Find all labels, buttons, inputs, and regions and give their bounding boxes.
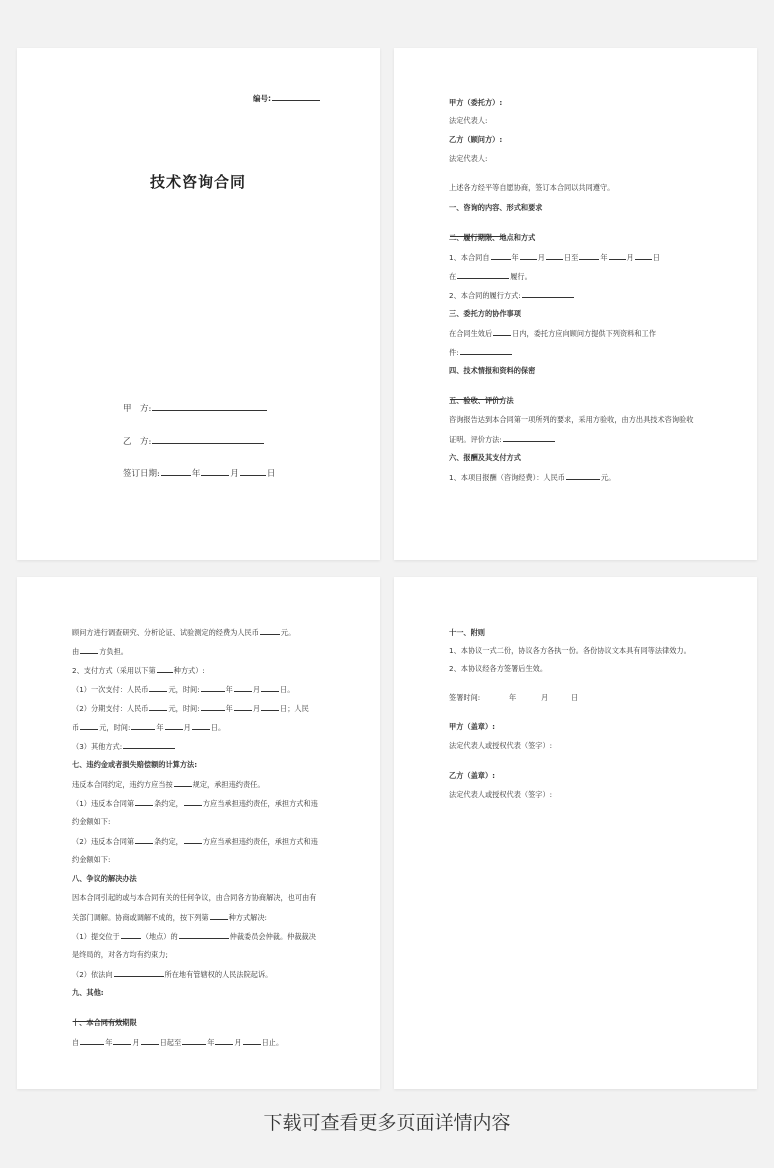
other-method-label: （3）其他方式: (72, 742, 123, 751)
dispute-line-1: 因本合同引起的或与本合同有关的任何争议，由合同各方协商解决，也可由有 (72, 893, 317, 902)
number-label: 编号: (253, 94, 271, 103)
dispute-2-prefix: 关部门调解。协商或调解不成的，按下列第 (72, 913, 209, 922)
section-7-heading: 七、违约金或者损失赔偿额的计算方法: (72, 760, 198, 769)
lump-sum-line (72, 684, 294, 694)
lump-sum-day: 日。 (280, 685, 295, 694)
preamble: 上述各方经平等自愿协商，签订本合同以共同遵守。 (449, 183, 615, 192)
breach-1-suffix: 方应当承担违约责任，承担方式和违 (202, 799, 318, 808)
term-month-1: 月 (537, 253, 545, 262)
download-hint: 下载可查看更多页面详情内容 (263, 1112, 511, 1134)
breach-2-prefix: （2）违反本合同第 (72, 837, 135, 846)
installment-2-time: 元，时间: (99, 723, 131, 732)
validity-month-1: 月 (132, 1038, 140, 1047)
validity-month-2: 月 (234, 1038, 242, 1047)
performance-label: 2、本合同的履行方式: (449, 291, 521, 300)
document-page-2 (394, 48, 757, 560)
section-10-heading: 十、本合同有效期限 (72, 1018, 137, 1027)
sign-month: 月 (541, 693, 549, 702)
sign-date-label: 签订日期: (123, 469, 160, 479)
party-a-blank (152, 401, 267, 411)
installment-line-2 (72, 722, 225, 732)
term-day-2: 日 (652, 253, 660, 262)
litigation-suffix: 所在地有管辖权的人民法院起诉。 (164, 970, 273, 979)
section-2-heading: 二、履行期限、地点和方式 (449, 233, 536, 242)
breach-1-mid: 条约定， (154, 799, 183, 808)
other-method-line (72, 741, 176, 751)
party-b-heading: 乙方（顾问方）: (449, 135, 503, 144)
borne-by-line (72, 646, 128, 656)
party-b-rep: 法定代表人或授权代表（签字）: (449, 790, 553, 799)
cooperation-items-label: 件: (449, 348, 459, 357)
installment-2-month: 月 (183, 723, 191, 732)
breach-suffix: 规定，承担违约责任。 (192, 780, 265, 789)
lump-sum-year: 年 (225, 685, 233, 694)
sign-day: 日 (571, 693, 579, 702)
term-to: 日至 (563, 253, 579, 262)
breach-clause-2 (72, 836, 318, 846)
arbitration-suffix: 仲裁委员会仲裁。仲裁裁决 (229, 932, 316, 941)
sign-time-label: 签署时间: (449, 693, 481, 702)
section-1-heading: 一、咨询的内容、形式和要求 (449, 203, 543, 212)
section-6-heading: 六、报酬及其支付方式 (449, 453, 521, 462)
term-year-2: 年 (600, 253, 608, 262)
document-title: 技术咨询合同 (150, 173, 247, 191)
document-page-4 (394, 577, 757, 1089)
performance-method (449, 290, 575, 300)
legal-rep-b: 法定代表人: (449, 154, 488, 163)
party-a-rep: 法定代表人或授权代表（签字）: (449, 741, 553, 750)
month-label: 月 (230, 469, 239, 479)
installment-2-currency: 币 (72, 723, 80, 732)
lump-sum-month: 月 (252, 685, 261, 694)
validity-year-1: 年 (105, 1038, 113, 1047)
cooperation-line-2 (449, 347, 513, 357)
installment-time: 元，时间: (168, 704, 200, 713)
term-month-2: 月 (626, 253, 634, 262)
sign-year: 年 (509, 693, 517, 702)
breach-prefix: 违反本合同约定，违约方应当按 (72, 780, 173, 789)
installment-2-day: 日。 (210, 723, 226, 732)
lump-sum-time: 元，时间: (168, 685, 200, 694)
payment-method-prefix: 2、支付方式（采用以下第 (72, 666, 156, 675)
litigation-prefix: （2）依法向 (72, 970, 113, 979)
validity-line (72, 1037, 283, 1047)
evaluation-line (449, 434, 556, 444)
payment-method-line (72, 665, 205, 675)
fee-line (449, 472, 615, 482)
expense-line (72, 627, 295, 637)
section-9-heading: 九、其他: (72, 988, 104, 997)
installment-month: 月 (252, 704, 261, 713)
party-b-blank (152, 434, 264, 444)
section-8-heading: 八、争议的解决办法 (72, 874, 137, 883)
cooperation-text: 日内，委托方应向顾问方提供下列资料和工作 (512, 329, 656, 338)
sign-date-field (123, 466, 275, 479)
place-prefix: 在 (449, 272, 457, 281)
appendix-line-2: 2、本协议经各方签署后生效。 (449, 664, 548, 673)
arbitration-line (72, 931, 316, 941)
day-label: 日 (266, 469, 276, 479)
breach-1-prefix: （1）违反本合同第 (72, 799, 135, 808)
breach-clause-1 (72, 798, 318, 808)
validity-to: 日起至 (159, 1038, 182, 1047)
section-5-heading: 五、验收、评价方法 (449, 396, 514, 405)
section-4-heading: 四、技术情报和资料的保密 (449, 366, 536, 375)
breach-line (72, 779, 265, 789)
litigation-line (72, 969, 272, 979)
borne-by-suffix: 方负担。 (99, 647, 128, 656)
cooperation-prefix: 在合同生效后 (449, 329, 493, 338)
evaluation-label: 证明。评价方法: (449, 435, 502, 444)
validity-from: 自 (72, 1038, 80, 1047)
installment-label: （2）分期支付：人民币 (72, 704, 149, 713)
document-page-cover (17, 48, 380, 560)
arbitration-mid: （地点）的 (141, 932, 178, 941)
arbitration-prefix: （1）提交位于 (72, 932, 120, 941)
arbitration-final: 是终局的，对各方均有约束力; (72, 950, 168, 959)
term-line (449, 252, 660, 262)
payment-method-suffix: 种方式）: (173, 666, 205, 675)
fee-label: 1、本项目报酬（咨询经费）：人民币 (449, 473, 565, 482)
cooperation-line-1 (449, 328, 656, 338)
party-a-field (123, 401, 268, 414)
party-b-field (123, 434, 265, 447)
sign-time-line (449, 693, 480, 702)
number-blank (272, 93, 320, 101)
dispute-line-2 (72, 912, 267, 922)
borne-by-prefix: 由 (72, 647, 80, 656)
dispute-2-suffix: 种方式解决: (228, 913, 267, 922)
installment-day: 日；人民 (280, 704, 309, 713)
expense-unit: 元。 (280, 628, 296, 637)
appendix-line-1: 1、本协议一式二份，协议各方各执一份。各份协议文本具有同等法律效力。 (449, 646, 691, 655)
acceptance-line: 咨询报告达到本合同第一项所列的要求，采用方验收，由方出具技术咨询验收 (449, 415, 694, 424)
party-a-seal: 甲方（盖章）: (449, 722, 495, 731)
term-year-1: 年 (511, 253, 519, 262)
party-b-seal: 乙方（盖章）: (449, 771, 495, 780)
section-11-heading: 十一、附则 (449, 628, 485, 637)
lump-sum-label: （1）一次支付：人民币 (72, 685, 149, 694)
validity-year-2: 年 (207, 1038, 215, 1047)
fee-unit: 元。 (600, 473, 616, 482)
legal-rep-a: 法定代表人: (449, 116, 488, 125)
contract-number-field (253, 93, 321, 104)
party-b-label: 乙 方: (123, 437, 152, 447)
installment-year: 年 (225, 704, 233, 713)
installment-line-1 (72, 703, 309, 713)
document-page-3 (17, 577, 380, 1089)
breach-2-suffix: 方应当承担违约责任，承担方式和违 (202, 837, 318, 846)
installment-2-year: 年 (156, 723, 164, 732)
breach-clause-1-cont: 约金额如下: (72, 817, 111, 826)
expense-text: 顾问方进行调查研究、分析论证、试验测定的经费为人民币 (72, 628, 259, 637)
term-from: 1、本合同自 (449, 253, 490, 262)
breach-clause-2-cont: 约金额如下: (72, 855, 111, 864)
year-label: 年 (191, 469, 201, 479)
breach-2-mid: 条约定， (154, 837, 183, 846)
section-3-heading: 三、委托方的协作事项 (449, 309, 521, 318)
validity-day-2: 日止。 (261, 1038, 284, 1047)
party-a-heading: 甲方（委托方）: (449, 98, 503, 107)
place-suffix: 履行。 (510, 272, 532, 281)
place-line (449, 271, 532, 281)
party-a-label: 甲 方: (123, 404, 152, 414)
